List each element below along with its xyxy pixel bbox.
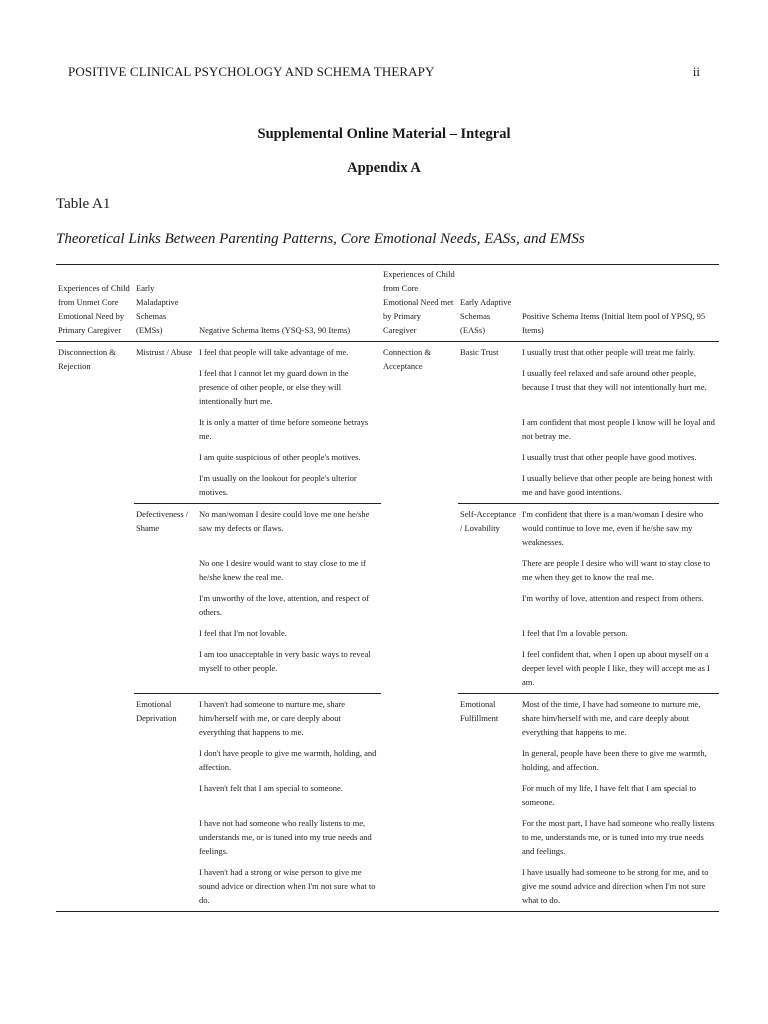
negative-item: I haven't felt that I am special to someone.	[199, 783, 343, 793]
negative-item: I'm unworthy of the love, attention, and respect of others.	[199, 593, 370, 617]
table-label: Table A1	[56, 196, 111, 212]
column-header: Early Adaptive Schemas (EASs)	[460, 297, 512, 335]
negative-item: I haven't had a strong or wise person to give me sound advice or direction when I'm not sure what to do.	[199, 867, 376, 905]
schema-table	[56, 264, 719, 912]
positive-item: I'm confident that there is a man/woman I desire who would continue to love me, even if he/she saw my weaknesses.	[520, 504, 719, 554]
running-head: POSITIVE CLINICAL PSYCHOLOGY AND SCHEMA THERAPY	[68, 64, 435, 79]
eas-cell: Emotional Fulfillment	[458, 694, 520, 912]
ems-cell: Mistrust / Abuse	[136, 347, 193, 357]
eas-cell: Self-Acceptance / Lovability	[458, 504, 520, 694]
positive-item: I feel confident that, when I open up about myself on a deeper level with people I like, they will accept me as I am.	[522, 649, 710, 687]
page-number: ii	[692, 64, 700, 79]
negative-item: I am quite suspicious of other people's motives.	[199, 452, 361, 462]
positive-item: There are people I desire who will want to stay close to me when they get to know the real me.	[522, 558, 711, 582]
positive-item: I'm worthy of love, attention and respect from others.	[522, 593, 704, 603]
negative-item: I'm usually on the lookout for people's ulterior motives.	[199, 473, 357, 497]
column-header: Positive Schema Items (Initial Item pool of YPSQ, 95 Items)	[522, 311, 706, 335]
negative-item: I have not had someone who really listens to me, understands me, or is tuned into my true needs and feelings.	[199, 818, 372, 856]
negative-item: I am too unacceptable in very basic ways to reveal myself to other people.	[199, 649, 371, 673]
table-header-row	[56, 265, 719, 342]
positive-item: In general, people have been there to give me warmth, holding, and affection.	[522, 748, 707, 772]
table-caption: Theoretical Links Between Parenting Patterns, Core Emotional Needs, EASs, and EMSs	[56, 231, 585, 247]
eas-cell: Basic Trust	[460, 347, 499, 357]
ems-cell: Emotional Deprivation	[134, 694, 197, 912]
positive-item: For the most part, I have had someone who really listens to me, understands me, or is tuned into my true needs and feelings.	[522, 818, 715, 856]
negative-item: I don't have people to give me warmth, holding, and affection.	[199, 748, 377, 772]
column-header: Experiences of Child from Core Emotional Need met by Primary Caregiver	[383, 269, 455, 335]
negative-item: I haven't had someone to nurture me, share him/herself with me, or care deeply about everything that happens to me.	[197, 694, 381, 744]
document-title: Supplemental Online Material – Integral	[257, 126, 511, 142]
positive-item: For much of my life, I have felt that I am special to someone.	[522, 783, 696, 807]
negative-item: No man/woman I desire could love me one he/she saw my defects or flaws.	[197, 504, 381, 554]
positive-item: I usually believe that other people are being honest with me and have good intentions.	[522, 473, 713, 497]
negative-item: I feel that I'm not lovable.	[199, 628, 287, 638]
negative-item: No one I desire would want to stay close to me if he/she knew the real me.	[199, 558, 366, 582]
positive-item: I feel that I'm a lovable person.	[522, 628, 628, 638]
positive-item: I usually feel relaxed and safe around other people, because I trust that they will not intentionally hurt me.	[522, 368, 707, 392]
column-header: Experiences of Child from Unmet Core Emotional Need by Primary Caregiver	[58, 283, 130, 335]
page-header	[68, 64, 700, 82]
positive-item: I usually trust that other people will treat me fairly.	[522, 347, 696, 357]
table-row	[56, 342, 719, 364]
appendix-heading: Appendix A	[347, 160, 421, 176]
positive-item: I usually trust that other people have good motives.	[522, 452, 697, 462]
negative-item: I feel that I cannot let my guard down in the presence of other people, or else they will intentionally hurt me.	[199, 368, 349, 406]
ems-cell: Defectiveness / Shame	[134, 504, 197, 694]
negative-item: It is only a matter of time before someone betrays me.	[199, 417, 369, 441]
positive-item: I have usually had someone to be strong for me, and to give me sound advice and direction when I'm not sure what to do.	[522, 867, 709, 905]
negative-item: I feel that people will take advantage of me.	[199, 347, 349, 357]
unmet-domain-cell: Disconnection & Rejection	[58, 347, 116, 371]
met-domain-cell: Connection & Acceptance	[383, 347, 431, 371]
column-header: Negative Schema Items (YSQ-S3, 90 Items)	[199, 325, 351, 335]
positive-item: I am confident that most people I know will be loyal and not betray me.	[522, 417, 715, 441]
positive-item: Most of the time, I have had someone to nurture me, share him/herself with me, and care deeply about everything that happens to me.	[520, 694, 719, 744]
column-header: Early Maladaptive Schemas (EMSs)	[136, 283, 179, 335]
